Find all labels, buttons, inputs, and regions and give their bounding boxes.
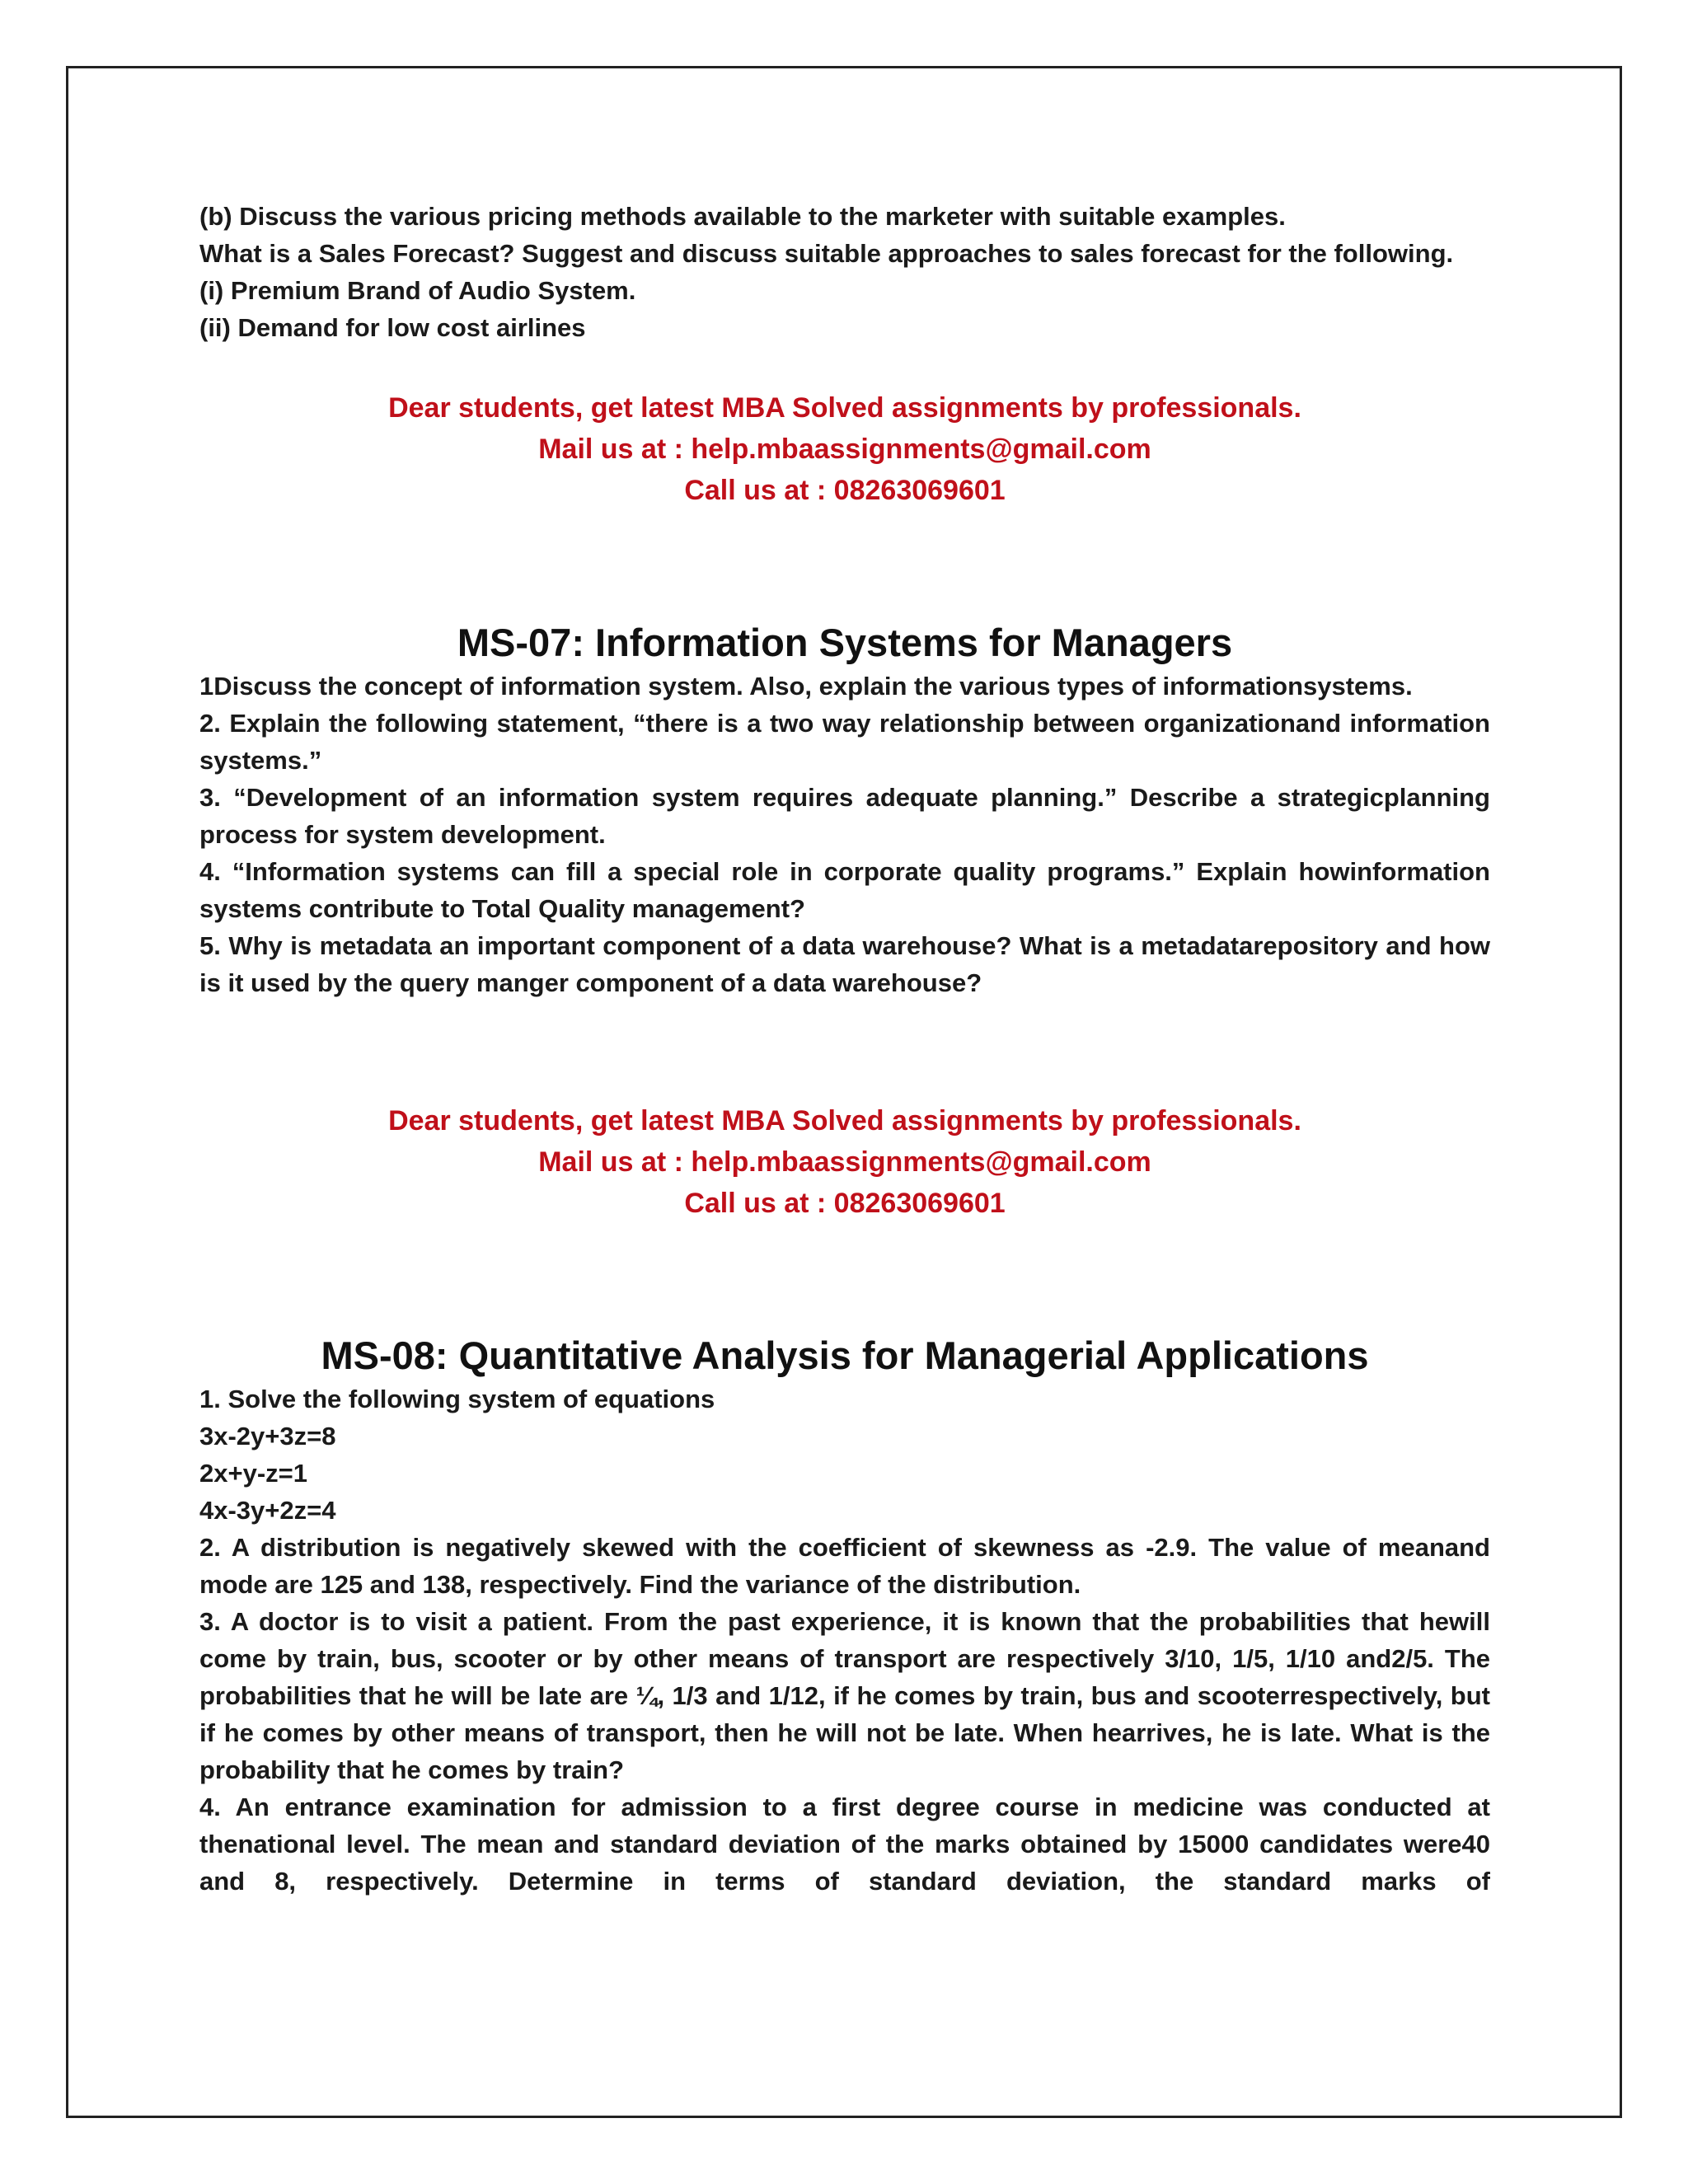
promo-headline: Dear students, get latest MBA Solved assignments by professionals.	[388, 1105, 1301, 1137]
equation-line: 4x-3y+2z=4	[199, 1496, 336, 1525]
question-item: 3. “Development of an information system requires adequate planning.” Describe a strategicplanning process for system development.	[199, 783, 1490, 849]
question-item: 5. Why is metadata an important component of a data warehouse? What is a metadatarepository and how is it used by the query manger component of a data warehouse?	[199, 931, 1490, 997]
promo-email[interactable]: Mail us at : help.mbaassignments@gmail.com	[538, 434, 1151, 465]
promo-block-1	[199, 387, 1490, 511]
equation-line: 3x-2y+3z=8	[199, 1422, 336, 1451]
intro-line: (i) Premium Brand of Audio System.	[199, 276, 636, 305]
question-item: 1Discuss the concept of information system. Also, explain the various types of informationsystems.	[199, 672, 1413, 701]
section-title-ms07: MS-07: Information Systems for Managers	[457, 621, 1233, 664]
section-title-ms08: MS-08: Quantitative Analysis for Managerial Applications	[321, 1333, 1369, 1377]
intro-line: (ii) Demand for low cost airlines	[199, 313, 586, 342]
question-item: 4. An entrance examination for admission to a first degree course in medicine was conducted at thenational level. The mean and standard deviation of the marks obtained by 15000 candidates were40 and 8, respectively. Determine in terms of standard deviation, the standard marks of	[199, 1793, 1490, 1896]
intro-block	[199, 198, 1490, 346]
question-item: 2. A distribution is negatively skewed with the coefficient of skewness as -2.9. The value of meanand mode are 125 and 138, respectively. Find the variance of the distribution.	[199, 1533, 1490, 1599]
question-item: 2. Explain the following statement, “there is a two way relationship between organizationand information systems.”	[199, 709, 1490, 775]
intro-line: What is a Sales Forecast? Suggest and discuss suitable approaches to sales forecast for the following.	[199, 239, 1454, 268]
document-body	[199, 198, 1490, 1900]
question-item: 3. A doctor is to visit a patient. From the past experience, it is known that the probabilities that hewill come by train, bus, scooter or by other means of transport are respectively 3/10, 1/5, 1/10 and2/5. The probabilities that he will be late are ¼, 1/3 and 1/12, if he comes by train, bus and scooterrespectively, but if he comes by other means of transport, then he will not be late. When hearrives, he is late. What is the probability that he comes by train?	[199, 1607, 1490, 1784]
ms07-section	[199, 618, 1490, 1001]
equation-line: 2x+y-z=1	[199, 1459, 307, 1488]
intro-line: (b) Discuss the various pricing methods available to the marketer with suitable examples.	[199, 202, 1286, 231]
promo-phone[interactable]: Call us at : 08263069601	[684, 1188, 1006, 1219]
promo-block-2	[199, 1100, 1490, 1224]
promo-phone[interactable]: Call us at : 08263069601	[684, 475, 1006, 506]
promo-email[interactable]: Mail us at : help.mbaassignments@gmail.com	[538, 1146, 1151, 1178]
question-item: 4. “Information systems can fill a special role in corporate quality programs.” Explain howinformation systems contribute to Total Quality management?	[199, 857, 1490, 923]
ms08-section	[199, 1331, 1490, 1900]
question-item: 1. Solve the following system of equations	[199, 1385, 715, 1413]
promo-headline: Dear students, get latest MBA Solved assignments by professionals.	[388, 392, 1301, 424]
